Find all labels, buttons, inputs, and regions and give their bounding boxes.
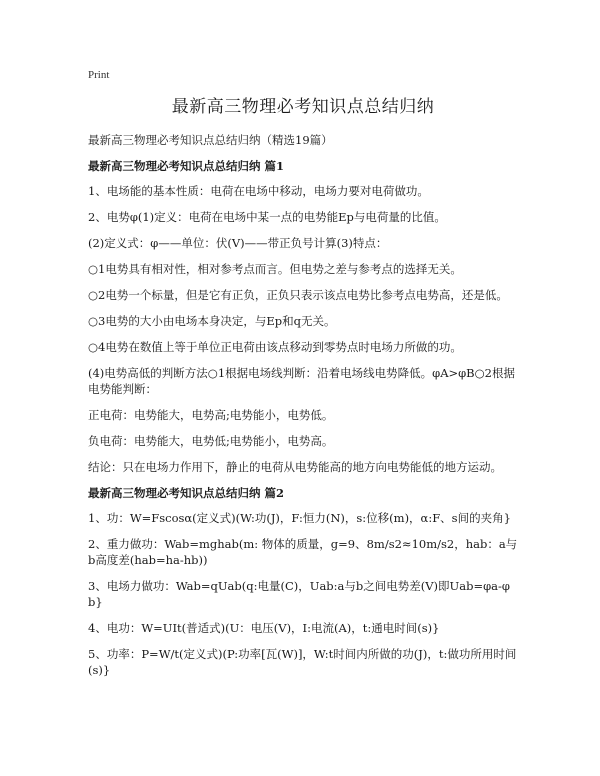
paragraph: 2、电势φ(1)定义：电荷在电场中某一点的电势能Ep与电荷量的比值。 xyxy=(88,210,446,224)
section-heading-2: 最新高三物理必考知识点总结归纳 篇2 xyxy=(88,486,285,500)
paragraph: 2、重力做功：Wab=mghab(m: 物体的质量，g=9、8m/s2≈10m/s2，hab：a与b高度差(hab=ha-hb)) xyxy=(88,537,518,567)
paragraph: 负电荷：电势能大，电势低;电势能小，电势高。 xyxy=(88,434,334,448)
paragraph: ○2电势一个标量，但是它有正负，正负只表示该点电势比参考点电势高，还是低。 xyxy=(88,288,508,302)
paragraph: 正电荷：电势能大，电势高;电势能小，电势低。 xyxy=(88,408,334,422)
paragraph: ○1电势具有相对性，相对参考点而言。但电势之差与参考点的选择无关。 xyxy=(88,262,462,276)
page-title: 最新高三物理必考知识点总结归纳 xyxy=(171,97,435,117)
paragraph: 3、电场力做功：Wab=qUab(q:电量(C)，Uab:a与b之间电势差(V)即Uab=φa-φb} xyxy=(88,579,510,609)
paragraph: 结论：只在电场力作用下，静止的电荷从电势能高的地方向电势能低的地方运动。 xyxy=(88,460,502,474)
subtitle: 最新高三物理必考知识点总结归纳（精选19篇） xyxy=(88,133,333,147)
paragraph: 5、功率：P=W/t(定义式)(P:功率[瓦(W)]，W:t时间内所做的功(J)，t:做功所用时间(s)} xyxy=(88,647,517,677)
document-page xyxy=(88,68,518,688)
section-heading-1: 最新高三物理必考知识点总结归纳 篇1 xyxy=(88,159,285,173)
print-label[interactable]: Print xyxy=(88,69,110,81)
paragraph: 1、电场能的基本性质：电荷在电场中移动，电场力要对电荷做功。 xyxy=(88,184,429,198)
paragraph: (4)电势高低的判断方法○1根据电场线判断：沿着电场线电势降低。φA>φB○2根据电势能判断： xyxy=(88,366,515,396)
paragraph: ○4电势在数值上等于单位正电荷由该点移动到零势点时电场力所做的功。 xyxy=(88,340,462,354)
paragraph: 4、电功：W=UIt(普适式)(U：电压(V)，I:电流(A)，t:通电时间(s)} xyxy=(88,621,440,635)
paragraph: 1、功：W=Fscosα(定义式)(W:功(J)，F:恒力(N)，s:位移(m)，α:F、s间的夹角} xyxy=(88,511,511,525)
paragraph: ○3电势的大小由电场本身决定，与Ep和q无关。 xyxy=(88,314,336,328)
paragraph: (2)定义式：φ——单位：伏(V)——带正负号计算(3)特点： xyxy=(88,236,388,250)
